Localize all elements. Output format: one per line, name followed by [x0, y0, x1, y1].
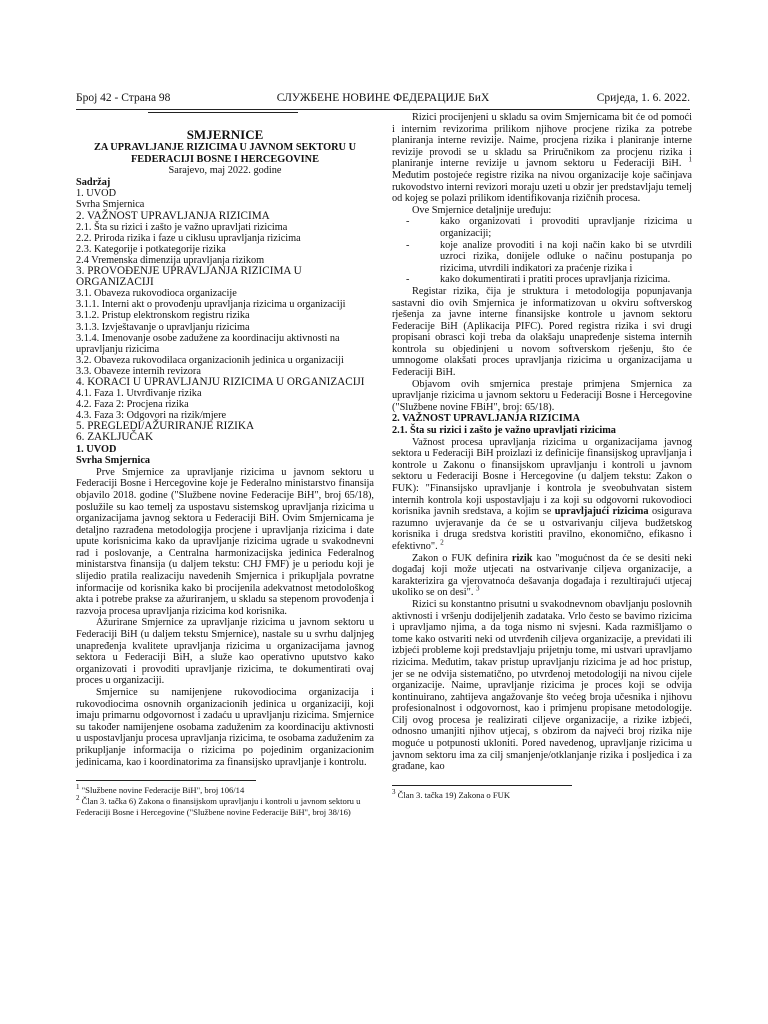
- toc-item: 2.3. Kategorije i potkategorije rizika: [76, 243, 226, 255]
- header-date: Сриједа, 1. 6. 2022.: [596, 92, 690, 104]
- toc-item: 3.3. Obaveze internih revizora: [76, 365, 201, 377]
- toc-item: 6. ZAKLJUČAK: [76, 431, 154, 444]
- list-item: - kako dokumentirati i pratiti proces upravljanja rizicima.: [440, 274, 692, 286]
- toc-item: 3.1.3. Izvještavanje o upravljanju rizicima: [76, 321, 250, 333]
- toc-item: 2.4 Vremenska dimenzija upravljanja rizikom: [76, 254, 265, 266]
- toc-item: Svrha Smjernica: [76, 199, 145, 211]
- right-column: [392, 112, 692, 801]
- header-publication: СЛУЖБЕНЕ НОВИНЕ ФЕДЕРАЦИЈЕ БиХ: [276, 92, 490, 104]
- toc-heading: Sadržaj: [76, 176, 111, 188]
- toc-item: 3.2. Obaveza rukovodilaca organizacionih jedinica u organizaciji: [76, 354, 344, 366]
- list-item: - kako organizovati i provoditi upravljanje rizicima u organizaciji;: [440, 216, 692, 239]
- paragraph: Prve Smjernice za upravljanje rizicima u javnom sektoru u Federaciji Bosne i Hercegovine koje je Federalno ministarstvo finansija objavilo 2018. godine ("Službene novine Federacije BiH", broj 65/18), poslužile su kao temelj za uspostavu sistemskog upravljanja rizicima u organizacijama javnog sektora u Federaciji BiH. Ovim Smjernicama je detaljno razrađena metodologija procjene i upravljanja rizicima i date upute korisnicima kako da upravljanje rizicima ugrade u svakodnevni rad i poslovanje, a Centralna harmonizacijska jedinica Federalnog ministarstva finansija (u daljem tekstu: CHJ FMF) je u periodu koji je slijedio pratila realizaciju navedenih Smjernica i prikupljala povratne informacije od korisnika kako bi procijenila adekvatnost metodološkog akta i potrebe prakse za ažuriranjem, u skladu sa stepenom provođenja i razvoja procesa upravljanja rizicima kod korisnika.: [76, 466, 374, 617]
- section-2-1-heading: 2.1. Šta su rizici i zašto je važno upravljati rizicima: [392, 425, 616, 437]
- toc-item: 5. PREGLEDI/AŽURIRANJE RIZIKA: [76, 420, 255, 433]
- header-rule: [76, 109, 690, 110]
- toc-item: 2. VAŽNOST UPRAVLJANJA RIZICIMA: [76, 209, 270, 222]
- toc-item: 2.1. Šta su rizici i zašto je važno upravljati rizicima: [76, 221, 288, 233]
- toc-item: 4.2. Faza 2: Procjena rizika: [76, 399, 189, 411]
- toc-item: 3.1.1. Interni akt o provođenju upravljanja rizicima u organizaciji: [76, 299, 346, 311]
- doc-title: SMJERNICE: [186, 127, 264, 142]
- footnote-2: $^2$ Član 3. tačka 6) Zakona o finansijskom upravljanju i kontroli u javnom sektoru u Federaciji Bosne i Hercegovine ("Službene novine Federacije BiH", broj 38/16): [76, 794, 361, 818]
- page-header: [76, 92, 690, 106]
- paragraph: Registar rizika, čija je struktura i metodologija popunjavanja sastavni dio ovih Smjernica je informatizovan u okviru softverskog rješenja za javne interne finansijske kontrole u javnom sektoru Federacije BiH (Aplikacija PIFC). Pored registra rizika i svi drugi propisani obrasci koji treba da olakšaju unapređenje sistema internih kontrola su objedinjeni u novom softverskom rješenju, što će umnogome olakšati proces upravljanja rizicima u organizacijama u Federaciji BiH.: [392, 285, 692, 379]
- title-rule: [148, 112, 298, 113]
- paragraph: Rizici procijenjeni u skladu sa ovim Smjernicama bit će od pomoći i internim revizorima prilikom njihove procjene rizika za potrebe planiranja interne revizije. Naime, procjena rizika i planiranje interne revizije provodi se u skladu sa Priručnikom za procjenu rizika i planiranje interne revizije u javnom sektoru u Federaciji BiH. $^1$ Međutim postojeće registre rizika na nivou organizacije koje sačinjava rukovodstvo interni revizori moraju uzeti u obzir jer predstavljaju temelj od kojeg se polazi prilikom identifikovanja rizičnih procesa.: [392, 112, 693, 205]
- section-1-heading: 1. UVOD: [76, 443, 117, 455]
- paragraph: Zakon o FUK definira rizik kao "mogućnost da će se desiti neki događaj koji može utjecati na ostvarivanje ciljeva organizacije, a karakterizira ga vjerovatnoća dešavanja događaja i rezultirajući utjecaj ukoliko se on desi". $^3$: [392, 552, 692, 599]
- section-2-heading: 2. VAŽNOST UPRAVLJANJA RIZICIMA: [392, 413, 581, 425]
- doc-subtitle: ZA UPRAVLJANJE RIZICIMA U JAVNOM SEKTORU U FEDERACIJI BOSNE I HERCEGOVINE: [93, 142, 357, 165]
- scope-list: [392, 216, 692, 286]
- section-1-subheading: Svrha Smjernica: [76, 455, 151, 467]
- toc-item: 4.1. Faza 1. Utvrđivanje rizika: [76, 388, 202, 400]
- footnote-1: $^1$ "Službene novine Federacije BiH", broj 106/14: [76, 783, 245, 796]
- paragraph: Objavom ovih smjernica prestaje primjena Smjernica za upravljanje rizicima u javnom sektoru u Federaciji Bosne i Hercegovine ("Službene novine FBiH", broj: 65/18).: [392, 378, 692, 413]
- toc-item: 3. PROVOĐENJE UPRAVLJANJA RIZICIMA U ORGANIZACIJI: [76, 265, 302, 289]
- left-column: [76, 112, 374, 818]
- paragraph: Smjernice su namijenjene rukovodiocima organizacija i rukovodiocima osnovnih organizacionih jedinica u organizaciji, koji imaju primarnu odgovornost i zadaću u upravljanju rizicima. Smjernice su također namijenjene osobama zaduženim za koordinaciju aktivnosti u uspostavljanju procesa upravljanja rizicima, te osobama zaduženim za prikupljanje informacija o rizicima po pojedinim organizacionim jedinicama, kao i koordinatorima za finansijsko upravljanje i kontrolu.: [76, 687, 374, 768]
- header-page-number: Број 42 - Страна 98: [76, 92, 171, 104]
- toc-item: 3.1.2. Pristup elektronskom registru rizika: [76, 310, 250, 322]
- toc-item: 3.1.4. Imenovanje osobe zadužene za koordinaciju aktivnosti na upravljanju rizicima: [76, 332, 340, 355]
- toc-item: 4.3. Faza 3: Odgovori na rizik/mjere: [76, 410, 227, 422]
- toc-item: 2.2. Priroda rizika i faze u ciklusu upravljanja rizicima: [76, 232, 301, 244]
- paragraph: Važnost procesa upravljanja rizicima u organizacijama javnog sektora u Federaciji BiH proizlazi iz definicije finansijskog upravljanja i kontrole u Zakonu o finansijskom upravljanju i kontroli u javnom sektoru u Federaciji Bosne i Hercegovine (u daljem tekstu: Zakon o FUK): "Finansijsko upravljanje i kontrola je sveobuhvatan sistem internih kontrola koji uspostavljaju i za koji su odgovorni rukovodioci korisnika javnih sredstava, a kojim se upravljajući rizicima osigurava razumno uvjeravanje da će se u ostvarivanju ciljeva budžetskog korisnika i druga sredstva koristiti pravilno, ekonomično, efikasno i efektivno". $^2$: [392, 436, 692, 552]
- paragraph: Ažurirane Smjernice za upravljanje rizicima u javnom sektoru u Federaciji BiH (u daljem tekstu Smjernice), nastale su u svrhu daljnjeg unapređenja kvalitete upravljanja rizicima u organizacijama javnog sektora u Federaciji BiH, a služe kao operativno uputstvo kako organizovati i provoditi upravljanje rizicima, te dokumentirati ovaj proces u organizaciji.: [76, 617, 374, 687]
- toc-item: 4. KORACI U UPRAVLJANJU RIZICIMA U ORGANIZACIJI: [76, 375, 365, 388]
- list-item: - koje analize provoditi i na koji način kako bi se utvrdili uzroci rizika, donijele odluke o načinu postupanja po rizicima, utvrdili indikatori za praćenje rizika i: [440, 240, 692, 275]
- toc-item: 1. UVOD: [76, 188, 117, 200]
- table-of-contents: [76, 188, 374, 443]
- footnote-rule: [76, 780, 256, 781]
- footnote-3: $^3$ Član 3. tačka 19) Zakona o FUK: [392, 787, 511, 800]
- place-date: Sarajevo, maj 2022. godine: [168, 165, 282, 177]
- footnote-rule: [392, 785, 572, 786]
- paragraph: Ove Smjernice detaljnije uređuju:: [412, 204, 552, 216]
- toc-item: 3.1. Obaveza rukovodioca organizacije: [76, 288, 237, 300]
- paragraph: Rizici su konstantno prisutni u svakodnevnom obavljanju poslovnih aktivnosti i vršenju dodijeljenih zadataka. Vrlo često se bavimo rizicima i upravljamo njima, a da toga nismo ni svjesni. Kada razmišljamo o tome kako ostvariti neki od utvrđenih ciljeva organizacije, a previdati ili izbjeći probleme koji predstavljaju prijetnju tome, mi ustvari upravljamo rizicima. Međutim, takav pristup upravljanju rizicima je ad hoc pristup, jer se ne odvija sistematično, po utvrđenoj metodologiji na nivou cijele organizacije. Naime, upravljanje rizicima je proces koji se odvija kontinuirano, zahtijeva angažovanje što većeg broja učesnika i njihovu profesionalnost i odgovornost, kao i primjenu propisane metodologije. Cilj ovog procesa je realizirati ciljeve organizacije, a rizike izbjeći, odnosno umanjiti njihov utjecaj, s obzirom da najveći broj rizika nije moguće u potpunosti ukloniti. Pored navedenog, upravljanje rizicima u javnom sektoru ima za cilj smanjenje/otklanjanje rizika i posljedica i za građane, kao: [392, 598, 692, 773]
